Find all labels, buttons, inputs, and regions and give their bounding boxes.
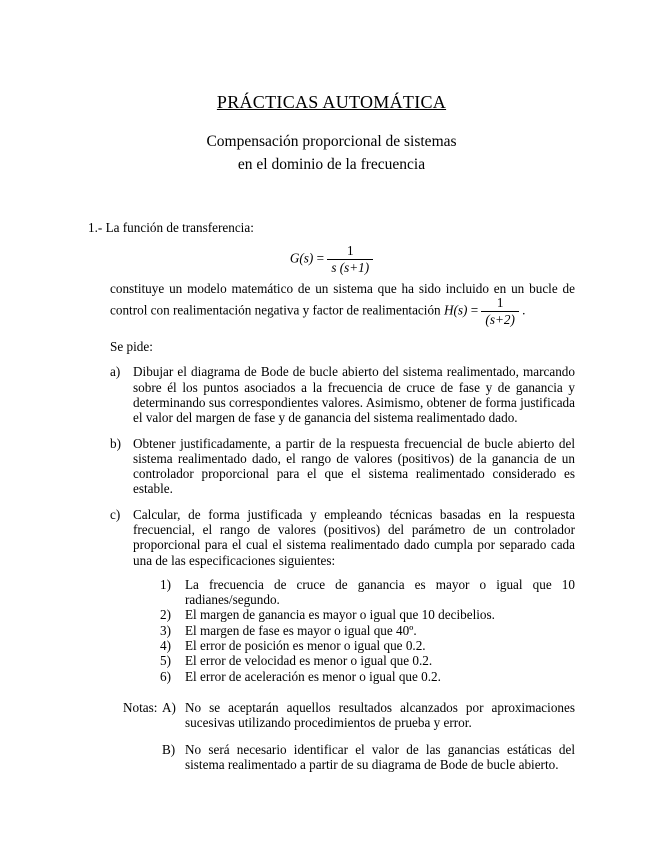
formula-g-denominator: s (s+1) bbox=[327, 259, 373, 275]
note-b bbox=[123, 742, 575, 773]
note-b-label: B) bbox=[162, 741, 176, 757]
item-c-text: Calcular, de forma justificada y empleando técnicas basadas en la respuesta frecuencial, el rango de valores (positivos) del parámetro de un controlador proporcional para el cual el sistema realimentado dado cumpla por separado cada una de las especificaciones siguientes: bbox=[133, 506, 575, 568]
spec-item-1-text: La frecuencia de cruce de ganancia es mayor o igual que 10 radianes/segundo. bbox=[185, 576, 575, 608]
formula-g-numerator: 1 bbox=[346, 243, 354, 259]
item-c bbox=[110, 507, 575, 568]
note-a bbox=[123, 700, 575, 731]
document-title bbox=[88, 92, 575, 113]
se-pide-label: Se pide: bbox=[110, 339, 153, 355]
spec-item-6-label: 6) bbox=[160, 668, 171, 684]
note-a-text: No se aceptarán aquellos resultados alcanzados por aproximaciones sucesivas utilizando procedimientos de prueba y error. bbox=[185, 699, 575, 731]
formula-h-function: H(s) bbox=[443, 302, 468, 318]
formula-g bbox=[88, 244, 575, 275]
spec-item-5 bbox=[160, 653, 575, 668]
spec-item-4-label: 4) bbox=[160, 638, 171, 654]
spec-item-1 bbox=[160, 577, 575, 608]
item-a-label: a) bbox=[110, 364, 121, 380]
item-b bbox=[110, 436, 575, 497]
spec-item-2-label: 2) bbox=[160, 607, 171, 623]
spec-list bbox=[88, 577, 575, 684]
note-a-label: A) bbox=[162, 699, 176, 715]
spec-item-2 bbox=[160, 607, 575, 622]
item-b-label: b) bbox=[110, 435, 121, 451]
document-subtitle bbox=[88, 130, 575, 176]
formula-g-equals: = bbox=[316, 250, 325, 266]
item-b-text: Obtener justificadamente, a partir de la respuesta frecuencial de bucle abierto del sistema realimentado dado, el rango de valores (positivos) de la ganancia de un controlador proporcional para el que el sistema realimentado considerado es estable. bbox=[133, 435, 575, 497]
item-a-text: Dibujar el diagrama de Bode de bucle abierto del sistema realimentado, marcando sobre él los puntos asociados a la frecuencia de cruce de fase y de ganancia y determinando sus correspondientes valores. Asimismo, obtener de forma justificada el valor del margen de fase y de ganancia del sistema realimentado dado. bbox=[133, 364, 575, 426]
spec-item-3 bbox=[160, 623, 575, 638]
spec-item-2-text: El margen de ganancia es mayor o igual que 10 decibelios. bbox=[185, 607, 495, 623]
spec-item-1-label: 1) bbox=[160, 576, 171, 592]
spec-item-6-text: El error de aceleración es menor o igual que 0.2. bbox=[185, 668, 441, 684]
spec-item-5-label: 5) bbox=[160, 653, 171, 669]
spec-item-3-label: 3) bbox=[160, 622, 171, 638]
formula-h-denominator: (s+2) bbox=[481, 311, 518, 327]
spec-item-5-text: El error de velocidad es menor o igual que 0.2. bbox=[185, 653, 433, 669]
notes-keyword: Notas: bbox=[123, 699, 158, 715]
notes-keyword-spacer bbox=[123, 742, 162, 773]
formula-h-equals: = bbox=[470, 302, 479, 318]
note-b-text: No será necesario identificar el valor de las ganancias estáticas del sistema realimentado a partir de su diagrama de Bode de bucle abierto. bbox=[185, 741, 575, 772]
intro-paragraph-period: . bbox=[522, 302, 526, 318]
subtitle-line-1: Compensación proporcional de sistemas bbox=[206, 133, 457, 150]
formula-h-numerator: 1 bbox=[496, 295, 504, 311]
spec-item-4 bbox=[160, 638, 575, 653]
intro-paragraph bbox=[110, 281, 575, 327]
subtitle-line-2: en el dominio de la frecuencia bbox=[237, 156, 426, 173]
transfer-function-intro: 1.- La función de transferencia: bbox=[88, 220, 254, 235]
item-a bbox=[110, 364, 575, 425]
item-c-label: c) bbox=[110, 506, 121, 522]
intro-paragraph-text: constituye un modelo matemático de un sistema que ha sido incluido en un bucle de control con realimentación negativa y factor de realimentación bbox=[110, 281, 575, 318]
formula-g-function: G(s) bbox=[289, 250, 314, 266]
spec-item-3-text: El margen de fase es mayor o igual que 40º. bbox=[185, 622, 417, 638]
formula-h-fraction bbox=[481, 296, 518, 327]
document-title-text: PRÁCTICAS AUTOMÁTICA bbox=[216, 92, 447, 112]
formula-g-fraction bbox=[327, 244, 373, 275]
spec-item-6 bbox=[160, 669, 575, 684]
spec-item-4-text: El error de posición es menor o igual que 0.2. bbox=[185, 638, 426, 654]
